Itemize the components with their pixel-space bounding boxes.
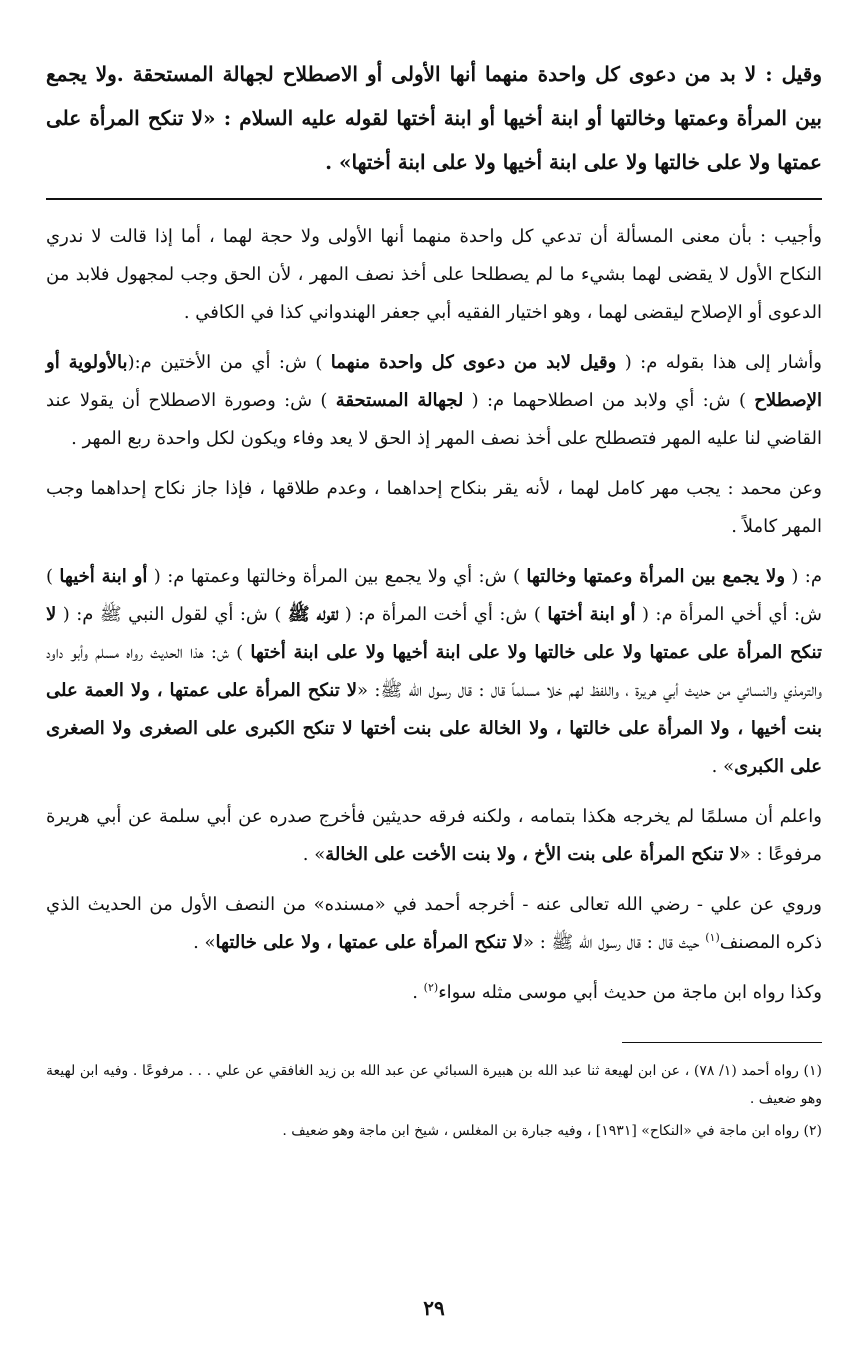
quoted-matn: وقيل لابد من دعوى كل واحدة منهما — [330, 352, 617, 373]
matn-text: وقيل : لا بد من دعوى كل واحدة منهما أنها الأولى أو الاصطلاح لجهالة المستحقة .ولا يجمع بين المرأة وعمتها وخالتها أو ابنة أخيها أو ابنة أختها لقوله عليه السلام : «لا تنكح المرأة على عمتها ولا على خالتها ولا على ابنة أخيها ولا على ابنة أختها» . — [46, 62, 822, 174]
commentary-paragraph-5 — [46, 798, 822, 874]
text-run: . — [412, 982, 424, 1003]
page-number: ٢٩ — [423, 1296, 445, 1320]
text-run: ) ش: وصورة الاصطلاح أن يقولا عند القاضي لنا عليه المهر فتصطلح على أخذ نصف المهر إذ الحق لا يعد وفاء ويكون لكل واحدة ربع المهر . — [46, 390, 822, 449]
footnotes-section — [46, 1057, 822, 1145]
quoted-matn: أو ابنة أخيها — [59, 566, 148, 587]
quoted-matn: بالأولوية أو الإصطلاح — [46, 352, 822, 411]
quoted-matn: ولا يجمع بين المرأة وعمتها وخالتها — [526, 566, 786, 587]
footnote-divider — [622, 1042, 822, 1043]
commentary-paragraph-3: وعن محمد : يجب مهر كامل لهما ، لأنه يقر بنكاح إحداهما ، وعدم طلاقها ، فإذا جاز نكاح إحداهما وجب المهر كاملاً . — [46, 478, 822, 537]
footnote-1: (١) رواه أحمد (١/ ٧٨) ، عن ابن لهيعة ثنا عبد الله بن هبيرة السبائي عن عبد الله بن زيد الغافقي عن علي . . . مرفوعًا . وفيه ابن لهيعة وهو ضعيف . — [46, 1063, 823, 1107]
text-run: واعلم أن مسلمًا لم يخرجه هكذا بتمامه ، ولكنه فرقه حديثين فأخرج صدره عن أبي سلمة عن أبي هريرة مرفوعًا : « — [46, 806, 822, 865]
commentary-paragraph-2 — [46, 344, 822, 458]
quoted-matn: لجهالة المستحقة — [335, 390, 464, 411]
quoted-matn: أو ابنة أختها — [547, 604, 636, 625]
text-run: » . — [711, 756, 735, 777]
footnote-2: (٢) رواه ابن ماجة في «النكاح» [١٩٣١] ، وفيه جبارة بن المغلس ، شيخ ابن ماجة وهو ضعيف . — [282, 1123, 822, 1139]
text-run: ) ش: هذا الحديث رواه مسلم وأبو داود والترمذي والنسائي من حديث أبي هريرة ، واللفظ لهم خلا مسلماً قال : قال رسول الله ﷺ: « — [46, 642, 822, 701]
quoted-matn: لقوله ﷺ — [287, 604, 339, 625]
commentary-section — [46, 218, 822, 1012]
text-run: وكذا رواه ابن ماجة من حديث أبي موسى مثله سواء — [438, 982, 822, 1003]
text-run: ) ش: أي أخت المرأة م: ( — [344, 604, 541, 625]
text-run: ) ش: أي ولا يجمع بين المرأة وخالتها وعمتها م: ( — [153, 566, 520, 587]
text-run: وروي عن علي - رضي الله تعالى عنه - أخرجه أحمد في «مسنده» من النصف الأول من الحديث الذي ذكره المصنف — [46, 894, 822, 953]
text-run: ) ش: أي من الأختين م:( — [127, 352, 323, 373]
quoted-hadith: لا تنكح المرأة على عمتها ، ولا العمة على بنت أخيها ، ولا المرأة على خالتها ، ولا الخالة على بنت أختها لا تنكح الكبرى على الصغرى ولا الصغرى على الكبرى — [46, 680, 822, 777]
commentary-paragraph-4 — [46, 558, 822, 786]
text-run: » . — [193, 932, 216, 953]
text-run: وأشار إلى هذا بقوله م: ( — [624, 352, 822, 373]
text-run: حيث قال : قال رسول الله ﷺ : « — [523, 932, 706, 953]
text-run: ) ش: أي أخي المرأة م: ( — [46, 566, 822, 625]
commentary-paragraph-6 — [46, 886, 822, 962]
matn-divider — [46, 198, 822, 200]
text-run: » . — [302, 844, 326, 865]
commentary-paragraph-1: وأجيب : بأن معنى المسألة أن تدعي كل واحدة منهما أنها الأولى ولا حجة لهما ، أما إذا قالت لا ندري النكاح الأول لا يقضى لهما بشيء ما لم يصطلحا على أخذ نصف المهر ، لأن الحق وجب لمجهول فلابد من الدعوى أو الإصلاح ليقضى لهما ، وهو اختيار الفقيه أبي جعفر الهندواني كذا في الكافي . — [46, 226, 822, 323]
text-run: م: ( — [791, 566, 823, 587]
text-run: ) ش: أي لقول النبي ﷺ م: ( — [62, 604, 282, 625]
quoted-hadith: لا تنكح المرأة على عمتها ولا على خالتها ولا على ابنة أخيها ولا على ابنة أختها — [46, 604, 822, 663]
quoted-hadith: لا تنكح المرأة على بنت الأخ ، ولا بنت الأخت على الخالة — [325, 844, 740, 865]
footnote-ref-1: (١) — [705, 931, 720, 944]
quoted-hadith: لا تنكح المرأة على عمتها ، ولا على خالتها — [215, 932, 524, 953]
text-run: ) ش: أي ولابد من اصطلاحهما م: ( — [471, 390, 746, 411]
commentary-paragraph-7 — [46, 974, 822, 1012]
footnote-ref-2: (٢) — [423, 981, 439, 994]
